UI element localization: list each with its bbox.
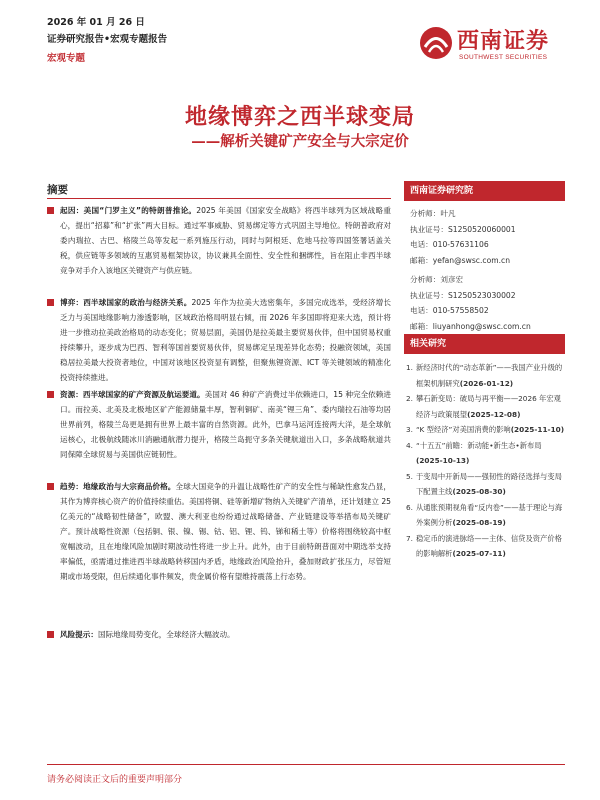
analyst-license: 执业证号：S1250523030002 <box>410 290 516 300</box>
bullet-body: 全球大国竞争的升温让战略性矿产的安全性与稀缺性愈发凸显，其作为博弈核心资产的价值持续重估。美国将铜、硅等新增矿物纳入关键矿产清单，还计划建立 25 亿美元的“战略韧性储备”，欧盟、澳大利亚也纷纷通过战略储备、产业链建设等举措布局关键矿产。预计战略性资源（包括铜、银、镍、锡、钴、铝、锂、钨、锑和稀土等）价格将围绕较高中枢宽幅波动，且在地缘风险加剧时期波动性将进一步上升。此外，由于目前特朗普面对中期选举支持率偏低，亟需通过推进西半球战略转移国内矛盾，地缘政治风险抬升，叠加财政扩张压力，尽管短期或市场受限，但后续通化事件频发，贵金属价格有望维持震荡上行态势。 <box>60 482 392 581</box>
bullet-heading: 资源：西半球国家的矿产资源及航运要道。 <box>60 390 205 399</box>
analyst-name: 分析师：叶凡 <box>410 209 456 218</box>
analyst-info-2 <box>410 272 560 334</box>
analyst-license: 执业证号：S1250520060001 <box>410 224 516 234</box>
related-item[interactable]: 2. 攀石新变局：破局与再平衡——2026 年宏观经济与政策展望(2025-12-08) <box>406 394 561 419</box>
summary-label: 摘要 <box>47 184 68 196</box>
footer-disclaimer: 请务必阅读正文后的重要声明部分 <box>47 775 183 785</box>
report-subtitle: ——解析关键矿产安全与大宗定价 <box>191 133 409 150</box>
bullet-heading: 起因：美国“门罗主义”的特朗普推论。 <box>60 206 197 215</box>
bullet-heading: 博弈：西半球国家的政治与经济关系。 <box>60 298 192 307</box>
related-item[interactable]: 7. 稳定币的演进脉络——主体、信贷及资产价格的影响解析(2025-07-11) <box>406 533 562 558</box>
bullet-body: 2025 年美国《国家安全战略》将西半球列为区域战略重心，提出“招募”和“扩张”两大目标。通过军事威胁、贸易绑定等方式巩固主导地位。特朗普政府对委内瑞拉、古巴、格陵兰岛等发起一系列施压行动，同时与阿根廷、危地马拉等四国签署话盖关税，供应链等多领域的互惠贸易框架协议，协议兼具全面性、安全性和捆绑性，旨在阻止非西半球竞争对手介入该地区关键资产与供应链。 <box>60 206 391 275</box>
summary-bullet-game <box>47 295 391 385</box>
footer-divider <box>47 764 565 765</box>
bullet-marker-icon <box>47 483 54 490</box>
bullet-body: 美国对 46 种矿产消费过半依赖进口，15 种完全依赖进口。而拉美、北美及北极地区矿产能源储量丰厚，智利铜矿、南美“锂三角”、委内瑞拉石油等均居世界前列，格陵兰岛更是拥有世界上最丰富的自然资源。此外，巴拿马运河连接两大洋，是全球航运核心，北极航线随冰川消融通航潜力提升，格陵兰岛扼守多条关键航道出入口，多条战略航道共同保障全球贸易与美国供应链韧性。 <box>60 390 391 459</box>
logo-cn-name: 西南证券 <box>457 28 550 54</box>
report-date: 2026 年 01 月 26 日 <box>47 17 145 28</box>
report-title: 地缘博弈之西半球变局 <box>184 104 415 130</box>
analyst-phone: 电话：010-57558502 <box>410 306 489 315</box>
related-research-header: 相关研究 <box>404 334 565 354</box>
summary-bullet-trend <box>47 479 391 584</box>
related-item[interactable]: 5. 于变局中开新局——强韧性的路径选择与变局下配置主线(2025-08-30) <box>406 471 562 496</box>
bullet-body: 国际地缘局势变化，全球经济大幅波动。 <box>97 630 235 639</box>
related-research-list <box>406 360 566 562</box>
logo-mark-icon <box>419 26 453 60</box>
analyst-email[interactable]: 邮箱：yefan@swsc.com.cn <box>410 255 511 265</box>
related-item[interactable]: 4. “十五五”前瞻：新动能•新生态•新布局(2025-10-13) <box>406 440 542 465</box>
bullet-heading: 趋势：地缘政治与大宗商品价格。 <box>60 482 176 491</box>
bullet-marker-icon <box>47 631 54 638</box>
analyst-email[interactable]: 邮箱：liuyanhong@swsc.com.cn <box>410 321 531 331</box>
bullet-marker-icon <box>47 391 54 398</box>
bullet-body: 2025 年作为拉美大选密集年，多国完成选举，受经济增长乏力与美国地缘影响力渗透影响，区域政治格局明显右倾，而 2026 年多国即将迎来大选，预计将进一步推动拉美政治格局的动态变化；贸易层面，美国仍是拉美最主要贸易伙伴，但中国贸易权重持续攀升，逐步成为巴西、智利等国首要贸易伙伴，贸易绑定呈现差异化态势；投融资领域，美国稳居拉美最大投资者地位，中国对该地区投资显有调整，但聚焦锂资源、ICT 等关键领域的精准化投资持续推进。 <box>60 298 391 382</box>
analyst-phone: 电话：010-57631106 <box>410 240 489 249</box>
bullet-marker-icon <box>47 299 54 306</box>
report-subtype: 宏观专题 <box>47 53 86 64</box>
analyst-name: 分析师：刘彦宏 <box>410 275 464 284</box>
company-logo <box>419 24 569 70</box>
bullet-marker-icon <box>47 207 54 214</box>
analyst-info-1 <box>410 206 560 268</box>
related-item[interactable]: 3. “K 型经济”对美国消费的影响(2025-11-10) <box>406 425 565 434</box>
summary-bullet-cause <box>47 203 391 278</box>
related-item[interactable]: 1. 新经济时代的“动态革新”——我国产业升级的框架机制研究(2026-01-12) <box>406 363 563 388</box>
logo-en-name: SOUTHWEST SECURITIES <box>459 54 548 61</box>
report-type: 证券研究报告•宏观专题报告 <box>47 34 168 45</box>
related-item[interactable]: 6. 从通胀预期视角看“反内卷”——基于理论与海外案例分析(2025-08-19) <box>406 502 563 527</box>
summary-bullet-resources <box>47 387 391 462</box>
institute-header: 西南证券研究院 <box>404 181 565 201</box>
bullet-heading: 风险提示： <box>60 630 98 639</box>
summary-bullet-risk <box>47 627 391 642</box>
summary-divider <box>47 198 391 199</box>
